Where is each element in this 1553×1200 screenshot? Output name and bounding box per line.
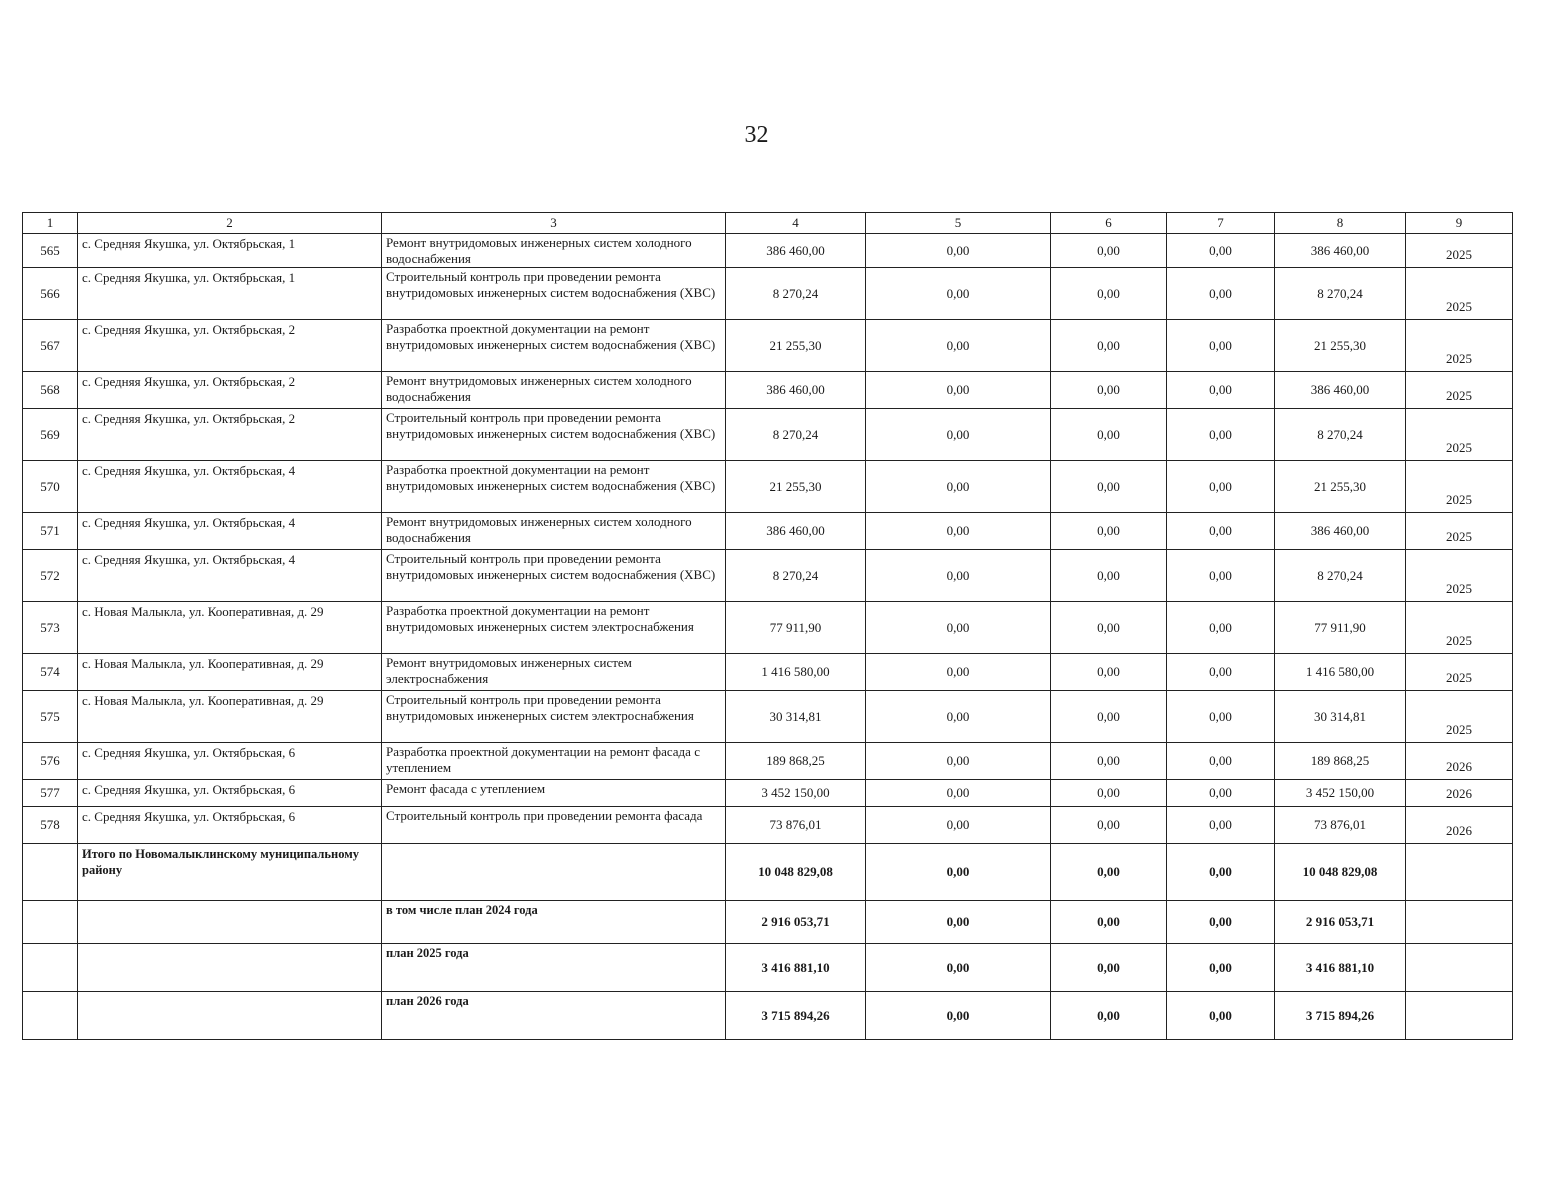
fund-cell: 0,00 (866, 743, 1051, 780)
row-number: 574 (23, 654, 78, 691)
year-cell: 2026 (1406, 780, 1513, 807)
budget-cell: 0,00 (1051, 602, 1167, 654)
total-row (23, 901, 1513, 944)
year-cell: 2025 (1406, 513, 1513, 550)
row-number: 566 (23, 268, 78, 320)
total-cost-cell: 10 048 829,08 (726, 844, 866, 901)
year-cell: 2026 (1406, 807, 1513, 844)
column-header: 9 (1406, 213, 1513, 234)
municipal-cell: 0,00 (1167, 234, 1275, 268)
municipal-cell: 0,00 (1167, 992, 1275, 1040)
municipal-cell: 0,00 (1167, 513, 1275, 550)
budget-cell: 0,00 (1051, 691, 1167, 743)
total-cost-cell: 386 460,00 (726, 372, 866, 409)
total-cost-cell: 8 270,24 (726, 268, 866, 320)
owners-funds-cell: 2 916 053,71 (1275, 901, 1406, 944)
fund-cell: 0,00 (866, 844, 1051, 901)
total-cost-cell: 3 452 150,00 (726, 780, 866, 807)
fund-cell: 0,00 (866, 602, 1051, 654)
total-cost-cell: 3 416 881,10 (726, 944, 866, 992)
row-number: 575 (23, 691, 78, 743)
address-cell: с. Средняя Якушка, ул. Октябрьская, 1 (78, 268, 382, 320)
row-number: 565 (23, 234, 78, 268)
owners-funds-cell: 77 911,90 (1275, 602, 1406, 654)
budget-cell: 0,00 (1051, 992, 1167, 1040)
owners-funds-cell: 21 255,30 (1275, 320, 1406, 372)
address-cell: с. Средняя Якушка, ул. Октябрьская, 4 (78, 550, 382, 602)
row-number: 567 (23, 320, 78, 372)
address-cell: с. Средняя Якушка, ул. Октябрьская, 6 (78, 780, 382, 807)
municipal-cell: 0,00 (1167, 268, 1275, 320)
table-row (23, 743, 1513, 780)
owners-funds-cell: 3 452 150,00 (1275, 780, 1406, 807)
row-number (23, 844, 78, 901)
owners-funds-cell: 10 048 829,08 (1275, 844, 1406, 901)
work-type-cell: Ремонт внутридомовых инженерных систем электроснабжения (382, 654, 726, 691)
work-type-cell: Ремонт внутридомовых инженерных систем холодного водоснабжения (382, 513, 726, 550)
row-number: 568 (23, 372, 78, 409)
row-number: 569 (23, 409, 78, 461)
year-cell: 2026 (1406, 743, 1513, 780)
fund-cell: 0,00 (866, 409, 1051, 461)
row-number (23, 992, 78, 1040)
total-cost-cell: 21 255,30 (726, 320, 866, 372)
column-header: 4 (726, 213, 866, 234)
municipal-cell: 0,00 (1167, 807, 1275, 844)
budget-cell: 0,00 (1051, 550, 1167, 602)
work-type-cell: Разработка проектной документации на ремонт внутридомовых инженерных систем водоснабжения (ХВС) (382, 320, 726, 372)
row-number: 571 (23, 513, 78, 550)
row-number: 570 (23, 461, 78, 513)
municipal-cell: 0,00 (1167, 901, 1275, 944)
fund-cell: 0,00 (866, 654, 1051, 691)
municipal-cell: 0,00 (1167, 550, 1275, 602)
work-type-cell: Строительный контроль при проведении ремонта внутридомовых инженерных систем водоснабжения (ХВС) (382, 268, 726, 320)
total-cost-cell: 8 270,24 (726, 550, 866, 602)
table-row (23, 320, 1513, 372)
fund-cell: 0,00 (866, 807, 1051, 844)
year-cell: 2025 (1406, 234, 1513, 268)
work-type-cell: Разработка проектной документации на ремонт фасада с утеплением (382, 743, 726, 780)
fund-cell: 0,00 (866, 691, 1051, 743)
table-row (23, 234, 1513, 268)
table-row (23, 602, 1513, 654)
budget-cell: 0,00 (1051, 901, 1167, 944)
year-cell: 2025 (1406, 409, 1513, 461)
row-number: 573 (23, 602, 78, 654)
fund-cell: 0,00 (866, 320, 1051, 372)
address-cell: с. Средняя Якушка, ул. Октябрьская, 2 (78, 320, 382, 372)
work-type-cell: Ремонт внутридомовых инженерных систем холодного водоснабжения (382, 234, 726, 268)
total-row (23, 992, 1513, 1040)
year-cell (1406, 901, 1513, 944)
budget-cell: 0,00 (1051, 372, 1167, 409)
budget-cell: 0,00 (1051, 268, 1167, 320)
fund-cell: 0,00 (866, 992, 1051, 1040)
budget-cell: 0,00 (1051, 320, 1167, 372)
address-cell: с. Средняя Якушка, ул. Октябрьская, 2 (78, 372, 382, 409)
owners-funds-cell: 73 876,01 (1275, 807, 1406, 844)
column-header: 1 (23, 213, 78, 234)
address-cell: с. Средняя Якушка, ул. Октябрьская, 4 (78, 461, 382, 513)
budget-cell: 0,00 (1051, 461, 1167, 513)
municipal-cell: 0,00 (1167, 461, 1275, 513)
year-cell: 2025 (1406, 320, 1513, 372)
fund-cell: 0,00 (866, 461, 1051, 513)
work-type-cell: Ремонт внутридомовых инженерных систем холодного водоснабжения (382, 372, 726, 409)
work-type-cell: Строительный контроль при проведении ремонта внутридомовых инженерных систем водоснабжения (ХВС) (382, 550, 726, 602)
total-cost-cell: 2 916 053,71 (726, 901, 866, 944)
work-type-cell: Ремонт фасада с утеплением (382, 780, 726, 807)
total-row (23, 944, 1513, 992)
fund-cell: 0,00 (866, 780, 1051, 807)
column-header: 2 (78, 213, 382, 234)
address-cell: с. Новая Малыкла, ул. Кооперативная, д. 29 (78, 602, 382, 654)
fund-cell: 0,00 (866, 944, 1051, 992)
column-header: 8 (1275, 213, 1406, 234)
municipal-cell: 0,00 (1167, 654, 1275, 691)
owners-funds-cell: 8 270,24 (1275, 409, 1406, 461)
fund-cell: 0,00 (866, 234, 1051, 268)
municipal-cell: 0,00 (1167, 691, 1275, 743)
municipal-cell: 0,00 (1167, 844, 1275, 901)
year-cell (1406, 992, 1513, 1040)
plan-label (382, 844, 726, 901)
total-cost-cell: 73 876,01 (726, 807, 866, 844)
year-cell: 2025 (1406, 550, 1513, 602)
municipal-cell: 0,00 (1167, 780, 1275, 807)
municipal-cell: 0,00 (1167, 602, 1275, 654)
work-type-cell: Строительный контроль при проведении ремонта фасада (382, 807, 726, 844)
total-label (78, 901, 382, 944)
address-cell: с. Новая Малыкла, ул. Кооперативная, д. 29 (78, 691, 382, 743)
address-cell: с. Средняя Якушка, ул. Октябрьская, 2 (78, 409, 382, 461)
budget-cell: 0,00 (1051, 780, 1167, 807)
owners-funds-cell: 8 270,24 (1275, 268, 1406, 320)
municipal-cell: 0,00 (1167, 743, 1275, 780)
owners-funds-cell: 386 460,00 (1275, 372, 1406, 409)
municipal-cell: 0,00 (1167, 320, 1275, 372)
municipal-cell: 0,00 (1167, 409, 1275, 461)
owners-funds-cell: 386 460,00 (1275, 234, 1406, 268)
table-row (23, 268, 1513, 320)
fund-cell: 0,00 (866, 372, 1051, 409)
total-label (78, 992, 382, 1040)
column-header-row (23, 213, 1513, 234)
year-cell (1406, 944, 1513, 992)
table-row (23, 461, 1513, 513)
total-row (23, 844, 1513, 901)
municipal-cell: 0,00 (1167, 372, 1275, 409)
total-cost-cell: 1 416 580,00 (726, 654, 866, 691)
owners-funds-cell: 21 255,30 (1275, 461, 1406, 513)
fund-cell: 0,00 (866, 550, 1051, 602)
year-cell: 2025 (1406, 654, 1513, 691)
row-number (23, 901, 78, 944)
year-cell: 2025 (1406, 372, 1513, 409)
plan-label: план 2025 года (382, 944, 726, 992)
column-header: 3 (382, 213, 726, 234)
year-cell: 2025 (1406, 691, 1513, 743)
year-cell: 2025 (1406, 602, 1513, 654)
total-cost-cell: 21 255,30 (726, 461, 866, 513)
table-row (23, 513, 1513, 550)
row-number: 578 (23, 807, 78, 844)
row-number (23, 944, 78, 992)
fund-cell: 0,00 (866, 901, 1051, 944)
address-cell: с. Новая Малыкла, ул. Кооперативная, д. 29 (78, 654, 382, 691)
total-cost-cell: 386 460,00 (726, 234, 866, 268)
owners-funds-cell: 3 416 881,10 (1275, 944, 1406, 992)
table-row (23, 550, 1513, 602)
plan-label: план 2026 года (382, 992, 726, 1040)
owners-funds-cell: 3 715 894,26 (1275, 992, 1406, 1040)
owners-funds-cell: 8 270,24 (1275, 550, 1406, 602)
budget-cell: 0,00 (1051, 234, 1167, 268)
row-number: 576 (23, 743, 78, 780)
work-type-cell: Разработка проектной документации на ремонт внутридомовых инженерных систем электроснабжения (382, 602, 726, 654)
table-row (23, 691, 1513, 743)
budget-cell: 0,00 (1051, 513, 1167, 550)
year-cell: 2025 (1406, 268, 1513, 320)
table-row (23, 372, 1513, 409)
total-cost-cell: 8 270,24 (726, 409, 866, 461)
plan-label: в том числе план 2024 года (382, 901, 726, 944)
column-header: 6 (1051, 213, 1167, 234)
year-cell (1406, 844, 1513, 901)
address-cell: с. Средняя Якушка, ул. Октябрьская, 1 (78, 234, 382, 268)
row-number: 572 (23, 550, 78, 602)
owners-funds-cell: 189 868,25 (1275, 743, 1406, 780)
work-type-cell: Строительный контроль при проведении ремонта внутридомовых инженерных систем электроснабжения (382, 691, 726, 743)
budget-cell: 0,00 (1051, 944, 1167, 992)
total-label (78, 944, 382, 992)
address-cell: с. Средняя Якушка, ул. Октябрьская, 6 (78, 743, 382, 780)
total-cost-cell: 3 715 894,26 (726, 992, 866, 1040)
owners-funds-cell: 1 416 580,00 (1275, 654, 1406, 691)
address-cell: с. Средняя Якушка, ул. Октябрьская, 6 (78, 807, 382, 844)
total-cost-cell: 386 460,00 (726, 513, 866, 550)
owners-funds-cell: 386 460,00 (1275, 513, 1406, 550)
registry-table (22, 212, 1513, 1040)
budget-cell: 0,00 (1051, 743, 1167, 780)
budget-cell: 0,00 (1051, 409, 1167, 461)
column-header: 5 (866, 213, 1051, 234)
total-cost-cell: 77 911,90 (726, 602, 866, 654)
address-cell: с. Средняя Якушка, ул. Октябрьская, 4 (78, 513, 382, 550)
table-row (23, 780, 1513, 807)
work-type-cell: Строительный контроль при проведении ремонта внутридомовых инженерных систем водоснабжения (ХВС) (382, 409, 726, 461)
table-row (23, 654, 1513, 691)
work-type-cell: Разработка проектной документации на ремонт внутридомовых инженерных систем водоснабжения (ХВС) (382, 461, 726, 513)
table-row (23, 807, 1513, 844)
year-cell: 2025 (1406, 461, 1513, 513)
fund-cell: 0,00 (866, 268, 1051, 320)
budget-cell: 0,00 (1051, 844, 1167, 901)
owners-funds-cell: 30 314,81 (1275, 691, 1406, 743)
budget-cell: 0,00 (1051, 654, 1167, 691)
page-number: 32 (744, 122, 769, 148)
total-label: Итого по Новомалыклинскому муниципальному району (78, 844, 382, 901)
municipal-cell: 0,00 (1167, 944, 1275, 992)
fund-cell: 0,00 (866, 513, 1051, 550)
row-number: 577 (23, 780, 78, 807)
table-row (23, 409, 1513, 461)
total-cost-cell: 189 868,25 (726, 743, 866, 780)
column-header: 7 (1167, 213, 1275, 234)
budget-cell: 0,00 (1051, 807, 1167, 844)
total-cost-cell: 30 314,81 (726, 691, 866, 743)
